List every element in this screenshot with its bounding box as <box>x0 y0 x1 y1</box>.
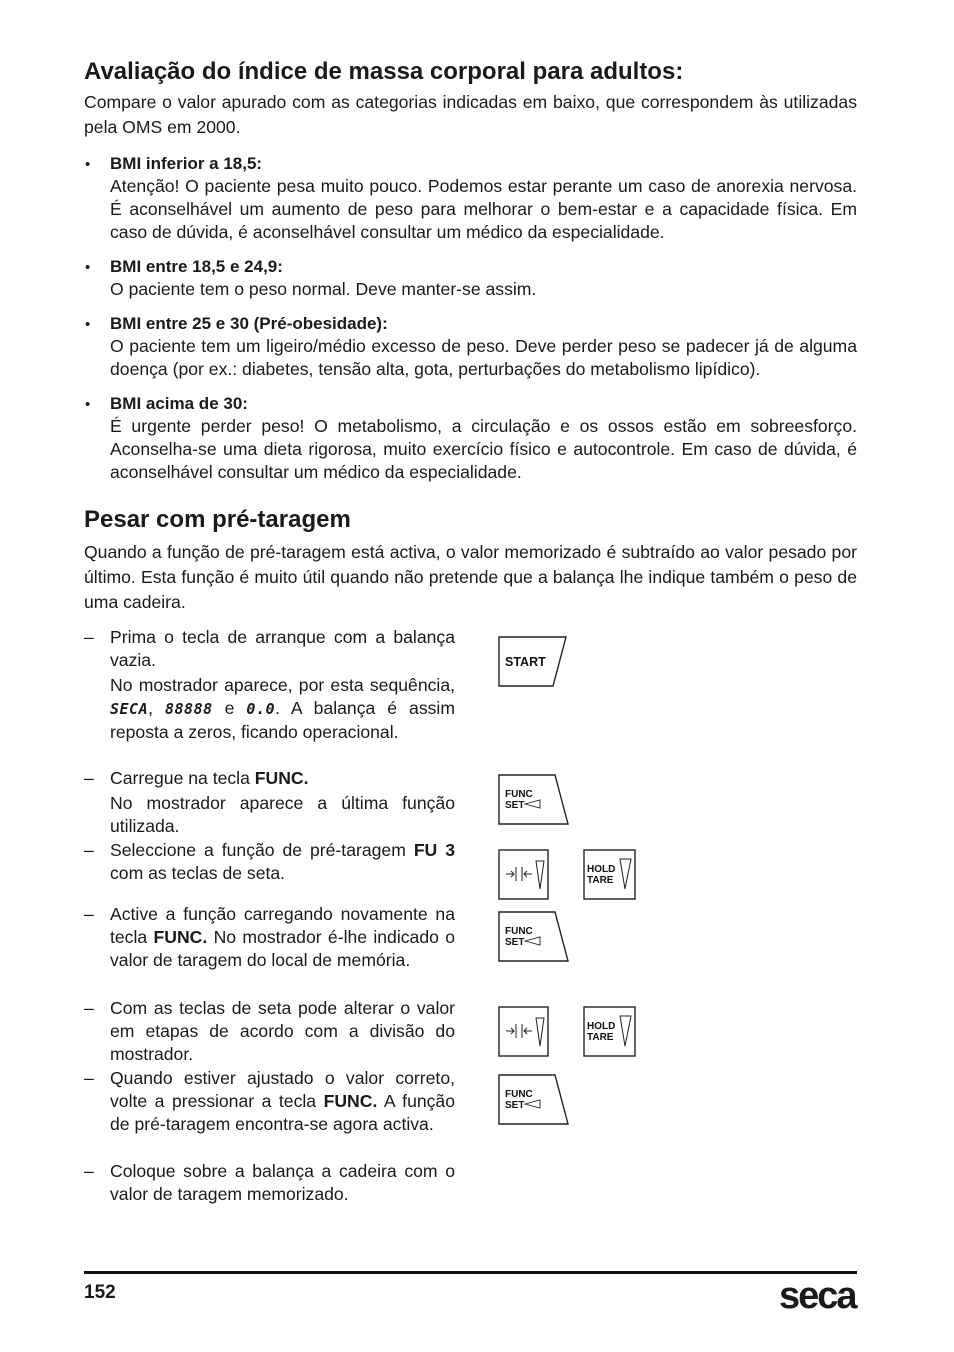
func-set-key <box>498 911 570 963</box>
bmi-category-text: Atenção! O paciente pesa muito pouco. Podemos estar perante um caso de anorexia nervosa. É aconselhável um aumento de peso para melhorar o bem-estar e a capacidade física. Em caso de dúvida, é aconselhável consultar um médico da especialidade. <box>110 176 857 242</box>
seca-logo: seca <box>779 1275 856 1317</box>
arrow-down-key <box>498 1006 550 1058</box>
arrow-left-icon <box>525 800 540 808</box>
page-number: 152 <box>84 1282 116 1303</box>
start-key-label: START <box>505 655 546 669</box>
start-key <box>498 636 568 688</box>
display-readout: 0.0 <box>246 700 276 718</box>
footer-divider <box>84 1271 857 1274</box>
svg-text:SET: SET <box>505 937 525 948</box>
step-text: Active a função carregando novamente na tecla FUNC. No mostrador é-lhe indicado o valor de taragem do local de memória. <box>110 904 456 970</box>
display-readout: 88888 <box>165 700 213 718</box>
step-5: – Com as teclas de seta pode alterar o valor em etapas de acordo com a divisão do mostrador. <box>84 998 455 1064</box>
step-7: – Coloque sobre a balança a cadeira com o valor de taragem memorizado. <box>84 1161 455 1204</box>
bmi-category-title: BMI entre 18,5 e 24,9: <box>110 257 283 276</box>
step-text: Coloque sobre a balança a cadeira com o valor de taragem memorizado. <box>110 1161 455 1204</box>
svg-text:TARE: TARE <box>587 875 614 886</box>
bmi-category-text: O paciente tem um ligeiro/médio excesso de peso. Deve perder peso se padecer já de alguma doença (por ex.: diabetes, tensão alta, gota, perturbações do metabolismo lipídico). <box>110 336 857 379</box>
step-6: – Quando estiver ajustado o valor correto, volte a pressionar a tecla FUNC. A função de pré-taragem encontra-se agora activa. <box>84 1068 456 1134</box>
svg-text:TARE: TARE <box>587 1032 614 1043</box>
step-text: Quando estiver ajustado o valor correto, volte a pressionar a tecla FUNC. A função de pré-taragem encontra-se agora activa. <box>110 1068 456 1134</box>
svg-text:SET: SET <box>505 800 525 811</box>
hold-tare-key <box>583 849 639 901</box>
svg-text:FUNC: FUNC <box>505 1089 533 1100</box>
arrow-left-icon <box>525 1100 540 1108</box>
list-item: • BMI inferior a 18,5: Atenção! O paciente pesa muito pouco. Podemos estar perante um caso de anorexia nervosa. É aconselhável um aumento de peso para melhorar o bem-estar e a capacidade física. Em caso de dúvida, é aconselhável consultar um médico da especialidade. <box>85 154 857 242</box>
list-item: • BMI acima de 30: É urgente perder peso! O metabolismo, a circulação e os ossos estão em sobreesforço. Aconselha-se uma dieta rigorosa, muito exercício físico e autocontrole. Em caso de dúvida, é aconselhável consultar um médico da especialidade. <box>85 394 857 482</box>
page-content <box>84 56 857 615</box>
bmi-category-text: É urgente perder peso! O metabolismo, a circulação e os ossos estão em sobreesforço. Aconselha-se uma dieta rigorosa, muito exercício físico e autocontrole. Em caso de dúvida, é aconselhável consultar um médico da especialidade. <box>110 416 857 482</box>
section-title-bmi: Avaliação do índice de massa corporal para adultos: <box>84 58 684 85</box>
zero-arrows-icon <box>506 861 544 889</box>
section-intro-pretare: Quando a função de pré-taragem está activa, o valor memorizado é subtraído ao valor pesado por último. Esta função é muito útil quando não pretende que a balança lhe indique também o peso de uma cadeira. <box>84 542 857 612</box>
svg-text:FUNC: FUNC <box>505 789 533 800</box>
step-1: – Prima o tecla de arranque com a balança vazia. No mostrador aparece, por esta sequência, SECA, 88888 e 0.0. A balança é assim reposta a zeros, ficando operacional. <box>84 627 455 742</box>
step-text: Carregue na tecla FUNC. <box>110 768 309 788</box>
svg-text:FUNC: FUNC <box>505 926 533 937</box>
list-item: • BMI entre 25 e 30 (Pré-obesidade): O paciente tem um ligeiro/médio excesso de peso. Deve perder peso se padecer já de alguma doença (por ex.: diabetes, tensão alta, gota, perturbações do metabolismo lipídico). <box>85 314 857 379</box>
step-2: – Carregue na tecla FUNC. No mostrador aparece a última função utilizada. <box>84 768 455 836</box>
display-readout: SECA <box>110 700 149 718</box>
bmi-category-list <box>84 152 857 484</box>
func-set-key <box>498 1074 570 1126</box>
func-set-key <box>498 774 570 826</box>
step-text: No mostrador aparece a última função utilizada. <box>110 793 455 836</box>
step-text: Seleccione a função de pré-taragem FU 3 com as teclas de seta. <box>110 840 455 883</box>
zero-arrows-icon <box>506 1018 544 1046</box>
arrow-up-icon <box>620 1016 631 1046</box>
arrow-left-icon <box>525 937 540 945</box>
svg-text:HOLD: HOLD <box>587 864 616 875</box>
bmi-category-title: BMI entre 25 e 30 (Pré-obesidade): <box>110 314 388 333</box>
arrow-down-key <box>498 849 550 901</box>
svg-text:SET: SET <box>505 1100 525 1111</box>
step-3: – Seleccione a função de pré-taragem FU 3 com as teclas de seta. <box>84 840 455 883</box>
step-text: No mostrador aparece, por esta sequência, SECA, 88888 e 0.0. A balança é assim reposta a zeros, ficando operacional. <box>110 675 455 742</box>
hold-tare-key <box>583 1006 639 1058</box>
step-4: – Active a função carregando novamente na tecla FUNC. No mostrador é-lhe indicado o valor de taragem do local de memória. <box>84 904 456 970</box>
bmi-category-title: BMI inferior a 18,5: <box>110 154 263 173</box>
list-item: • BMI entre 18,5 e 24,9: O paciente tem o peso normal. Deve manter-se assim. <box>84 255 857 301</box>
section-title-pretare: Pesar com pré-taragem <box>84 506 351 533</box>
step-text: Com as teclas de seta pode alterar o valor em etapas de acordo com a divisão do mostrador. <box>110 998 455 1064</box>
section-intro-bmi: Compare o valor apurado com as categorias indicadas em baixo, que correspondem às utilizadas pela OMS em 2000. <box>84 92 857 137</box>
step-text: Prima o tecla de arranque com a balança vazia. <box>110 627 455 670</box>
svg-text:HOLD: HOLD <box>587 1021 616 1032</box>
bmi-category-text: O paciente tem o peso normal. Deve manter-se assim. <box>110 279 537 299</box>
arrow-up-icon <box>620 859 631 889</box>
bmi-category-title: BMI acima de 30: <box>110 394 248 413</box>
